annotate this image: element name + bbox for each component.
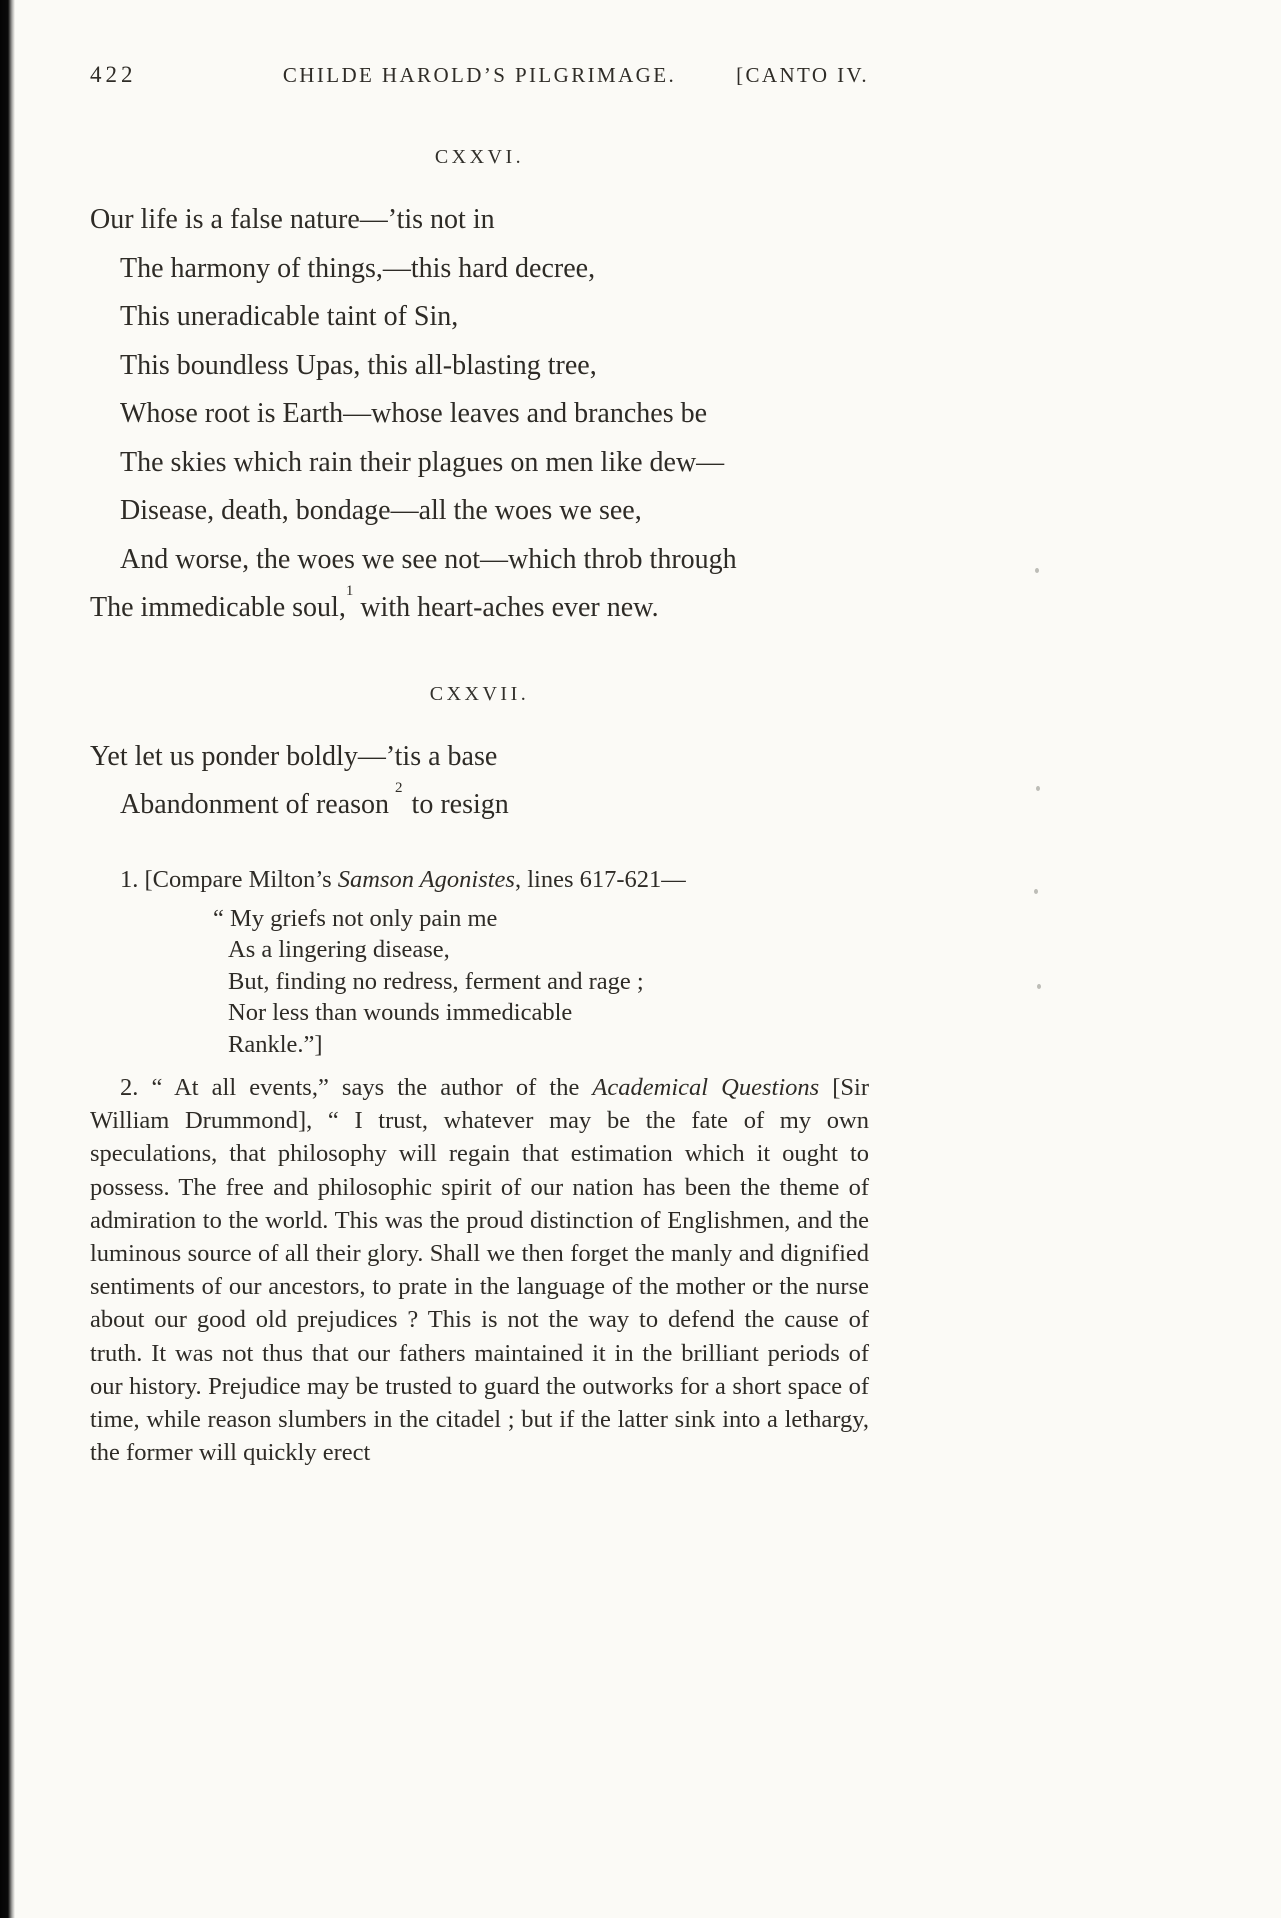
verse-line: As a lingering disease, — [228, 936, 450, 963]
footnote-1-intro-text: 1. [Compare Milton’s — [120, 865, 338, 893]
verse-line: Nor less than wounds immedicable — [228, 999, 573, 1026]
stanza-section-cxxvi — [90, 146, 869, 633]
stanza-heading-cxxvi: CXXVI. — [434, 146, 525, 168]
page-number: 422 — [90, 62, 137, 87]
scan-edge-left — [0, 0, 15, 1918]
scan-speck — [1036, 786, 1040, 791]
footnote-1-intro-text: , lines 617-621— — [514, 865, 686, 893]
poem-line: The harmony of things,—this hard decree, — [120, 252, 596, 284]
footnote-2-text-part: 2. “ At all events,” says the author of the — [120, 1074, 593, 1101]
poem-cxxvii — [90, 733, 869, 830]
poem-line: Whose root is Earth—whose leaves and branches be — [120, 398, 708, 429]
running-head — [90, 62, 869, 88]
canto-label: [CANTO IV. — [736, 63, 869, 87]
footnote-2-text-part: [Sir William Drummond], “ I trust, whatever may be the fate of my own speculations, that philosophy will regain that estimation which it ought to possess. The free and philosophic spirit of our nation has been the theme of admiration to the world. This was the proud distinction of Englishmen, and the luminous source of all their glory. Shall we then forget the manly and dignified sentiments of our ancestors, to prate in the language of the mother or the nurse about our good old prejudices ? This is not the way to defend the cause of truth. It was not thus that our fathers maintained it in the brilliant periods of our history. Prejudice may be trusted to guard the outworks for a short space of time, while reason slumbers in the citadel ; but if the latter sink into a lethargy, the former will quickly erect — [90, 1074, 869, 1467]
running-title: CHILDE HAROLD’S PILGRIMAGE. — [282, 63, 677, 87]
footnotes — [90, 866, 869, 1470]
footnote-2-text — [90, 1071, 869, 1469]
footnote-ref-1: 1 — [345, 582, 354, 599]
footnote-2 — [90, 1071, 869, 1469]
scan-speck — [1037, 984, 1041, 989]
footnote-ref-2: 2 — [395, 779, 403, 796]
poem-cxxvi — [90, 196, 869, 633]
poem-line: This boundless Upas, this all-blasting tree, — [120, 349, 597, 381]
poem-line: The skies which rain their plagues on men like dew— — [120, 446, 725, 478]
text-column — [90, 62, 869, 1469]
poem-line-text: Abandonment of reason — [120, 789, 390, 820]
verse-line: But, finding no redress, ferment and rage ; — [228, 967, 644, 995]
poem-line — [90, 781, 869, 830]
footnote-1-intro — [90, 866, 869, 894]
poem-line-text: The immedicable soul, — [90, 592, 346, 623]
poem-line: And worse, the woes we see not—which throb through — [120, 543, 737, 575]
poem-line: Our life is a false nature—’tis not in — [90, 204, 495, 235]
footnote-1 — [90, 866, 869, 1061]
verse-line: “ My griefs not only pain me — [213, 904, 498, 932]
poem-line-text: to resign — [404, 789, 509, 820]
work-title-academical-questions: Academical Questions — [592, 1074, 820, 1101]
poem-line-text: with heart-aches ever new. — [353, 592, 659, 623]
poem-line: This uneradicable taint of Sin, — [120, 301, 459, 332]
stanza-heading-cxxvii: CXXVII. — [429, 682, 530, 705]
poem-line: Disease, death, bondage—all the woes we see, — [120, 495, 642, 526]
verse-line: Rankle.”] — [228, 1030, 323, 1058]
stanza-section-cxxvii — [90, 683, 869, 830]
footnote-1-verse — [90, 903, 869, 1061]
poem-line: Yet let us ponder boldly—’tis a base — [90, 740, 498, 772]
scan-speck — [1034, 889, 1038, 894]
poem-line — [90, 584, 869, 633]
scan-speck — [1035, 568, 1039, 573]
work-title-samson-agonistes: Samson Agonistes — [337, 865, 515, 893]
